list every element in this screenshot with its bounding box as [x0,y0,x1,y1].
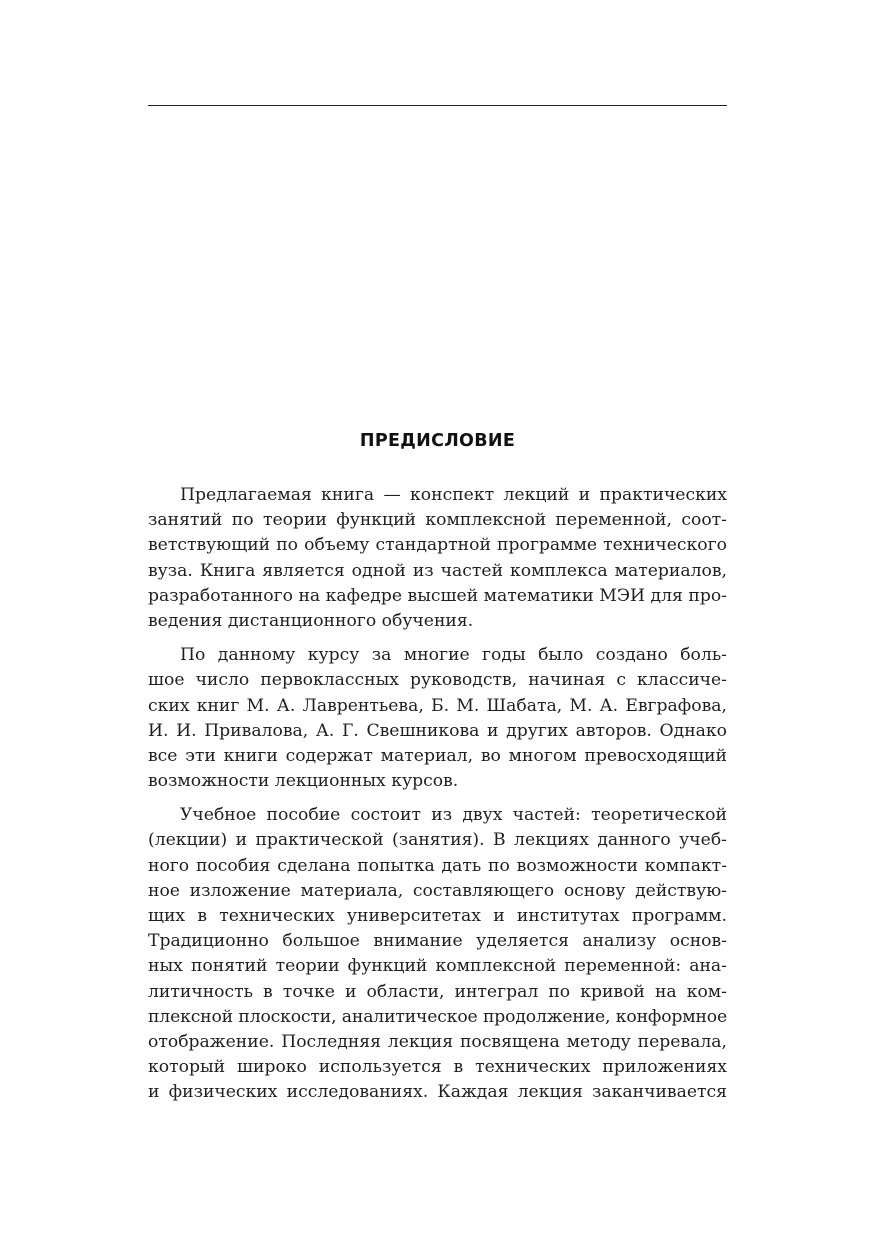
text-line: Предлагаемая книга — конспект лекций и практических [180,485,727,505]
text-line: ведения дистанционного обучения. [148,610,474,631]
text-line: ветствующий по объему стандартной программе технического [148,535,727,556]
text-line: отображение. Последняя лекция посвящена методу перевала, [148,1031,727,1052]
text-line: По данному курсу за многие годы было создано боль- [180,645,727,666]
text-line: литичность в точке и области, интеграл по кривой на ком- [148,981,727,1002]
text-line: Традиционно большое внимание уделяется анализу основ- [148,931,727,952]
text-line: который широко используется в технических приложениях [148,1057,727,1078]
text-line: Учебное пособие состоит из двух частей: теоретической [180,805,727,826]
header-rule [148,105,727,106]
text-line: И. И. Привалова, А. Г. Свешникова и других авторов. Однако [148,720,727,741]
paragraph-2 [148,643,727,794]
text-line: ных понятий теории функций комплексной переменной: ана- [148,956,727,977]
text-line: (лекции) и практической (занятия). В лекциях данного учеб- [148,830,727,851]
text-line: все эти книги содержат материал, во многом превосходящий [148,745,727,766]
text-line: вуза. Книга является одной из частей комплекса материалов, [148,560,727,581]
text-line: разработанного на кафедре высшей математики МЭИ для про- [148,585,727,606]
text-line: ских книг М. А. Лаврентьева, Б. М. Шабата, М. А. Евграфова, [148,695,727,716]
text-line: ное изложение материала, составляющего основу действую- [148,880,727,901]
text-line: шое число первоклассных руководств, начиная с классиче- [148,670,727,691]
paragraph-3 [148,803,727,1105]
page-heading: ПРЕДИСЛОВИЕ [359,431,516,451]
paragraph-1 [148,483,727,634]
text-line: возможности лекционных курсов. [148,771,459,792]
text-line: щих в технических университетах и институтах программ. [148,906,727,926]
text-line: занятий по теории функций комплексной переменной, соот- [148,510,727,531]
text-line: ного пособия сделана попытка дать по возможности компакт- [148,855,727,876]
text-line: и физических исследованиях. Каждая лекция заканчивается [148,1082,727,1103]
text-line: плексной плоскости, аналитическое продолжение, конформное [148,1006,727,1027]
preface-body [148,483,727,1115]
